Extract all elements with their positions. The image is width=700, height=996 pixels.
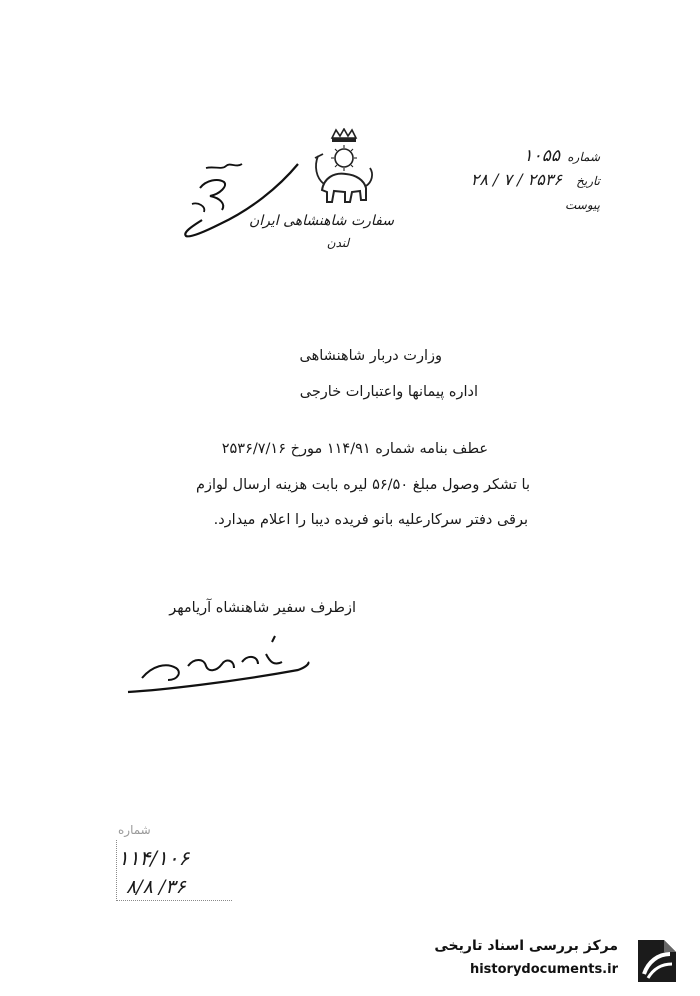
embassy-name: سفارت شاهنشاهی ایران	[248, 213, 394, 229]
watermark	[418, 928, 694, 990]
reference-number-value: ۱۰۵۵	[523, 146, 560, 166]
recipient-department: اداره پیمانها واعتبارات خارجی	[299, 384, 478, 400]
registry-stamp-label: شماره	[118, 823, 151, 837]
reference-date-value: ۲۸ / ۷ / ۲۵۳۶	[470, 170, 562, 189]
handwritten-annotation-top	[180, 158, 305, 250]
reference-block	[440, 146, 600, 230]
body-line-2: با تشکر وصول مبلغ ۵۶/۵۰ لیره بابت هزینه ارسال لوازم	[196, 477, 530, 493]
body-line-3: برقی دفتر سرکارعلیه بانو فریده دیبا را اعلام میدارد.	[213, 512, 528, 528]
lion-and-sun-emblem-icon	[308, 128, 378, 210]
recipient-ministry: وزارت دربار شاهنشاهی	[299, 348, 442, 364]
history-documents-logo-icon	[628, 932, 686, 990]
reference-number-label: شماره	[567, 150, 600, 164]
registry-stamp-date: ۸/۸ /۳۶	[126, 876, 186, 898]
body-line-1: عطف بنامه شماره ۱۱۴/۹۱ مورخ ۲۵۳۶/۷/۱۶	[221, 441, 488, 457]
closing-from: ازطرف سفیر شاهنشاه آریامهر	[169, 600, 356, 616]
reference-enclosure-label: پیوست	[565, 198, 600, 212]
watermark-url: historydocuments.ir	[469, 962, 618, 977]
reference-date-label: تاریخ	[576, 174, 600, 188]
signature	[122, 632, 322, 704]
embassy-city: لندن	[326, 236, 350, 250]
watermark-name: مرکز بررسی اسناد تاریخی	[434, 938, 618, 954]
registry-stamp-number: ۱۱۴/۱۰۶	[118, 846, 190, 870]
